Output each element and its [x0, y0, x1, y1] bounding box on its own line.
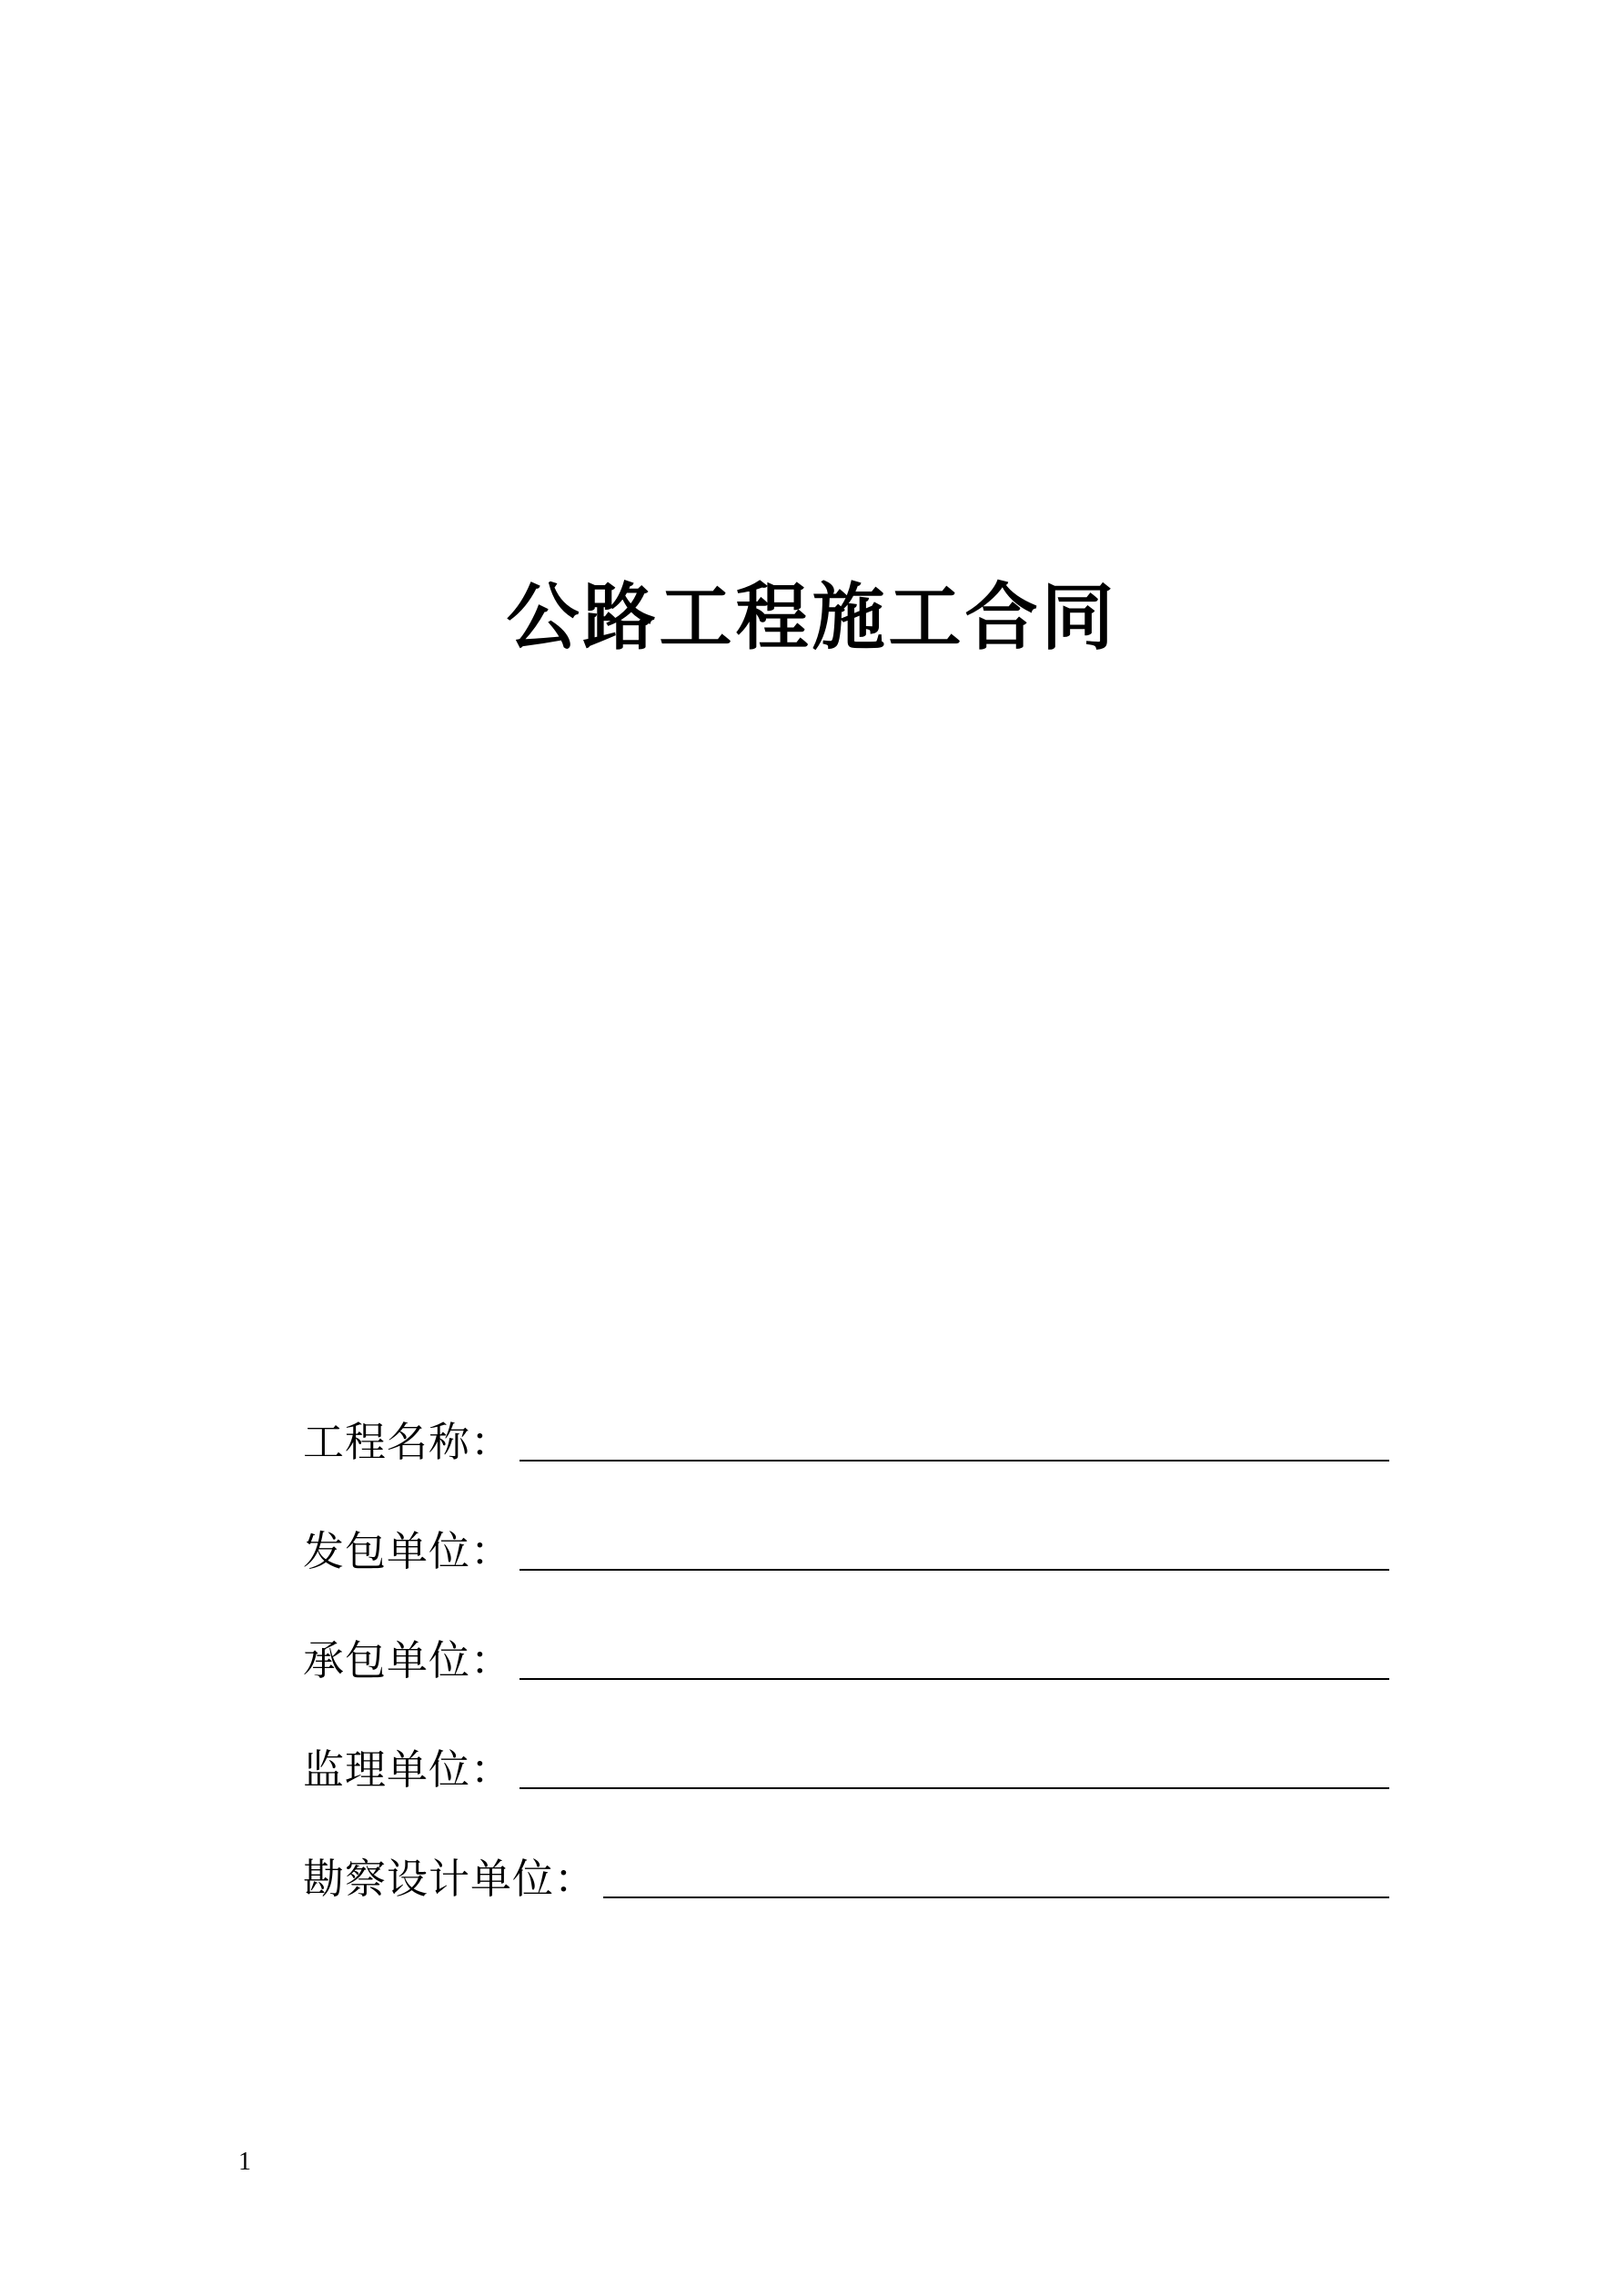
field-label-project-name: 工程名称： — [303, 1418, 513, 1466]
field-input-employer[interactable] — [519, 1569, 1389, 1571]
field-survey-design — [303, 1847, 1389, 1902]
field-label-contractor: 承包单位： — [303, 1636, 513, 1684]
field-label-supervisor: 监理单位： — [303, 1745, 513, 1794]
field-project-name — [303, 1411, 1389, 1465]
page-number: 1 — [238, 2148, 251, 2176]
field-label-employer: 发包单位： — [303, 1527, 513, 1575]
field-label-survey-design: 勘察设计单位： — [303, 1855, 597, 1903]
field-supervisor — [303, 1738, 1389, 1793]
field-input-survey-design[interactable] — [603, 1896, 1389, 1898]
field-contractor — [303, 1629, 1389, 1684]
field-input-project-name[interactable] — [519, 1460, 1389, 1462]
field-input-contractor[interactable] — [519, 1678, 1389, 1680]
field-input-supervisor[interactable] — [519, 1787, 1389, 1789]
document-title: 公路工程施工合同 — [506, 574, 1118, 660]
field-employer — [303, 1520, 1389, 1574]
